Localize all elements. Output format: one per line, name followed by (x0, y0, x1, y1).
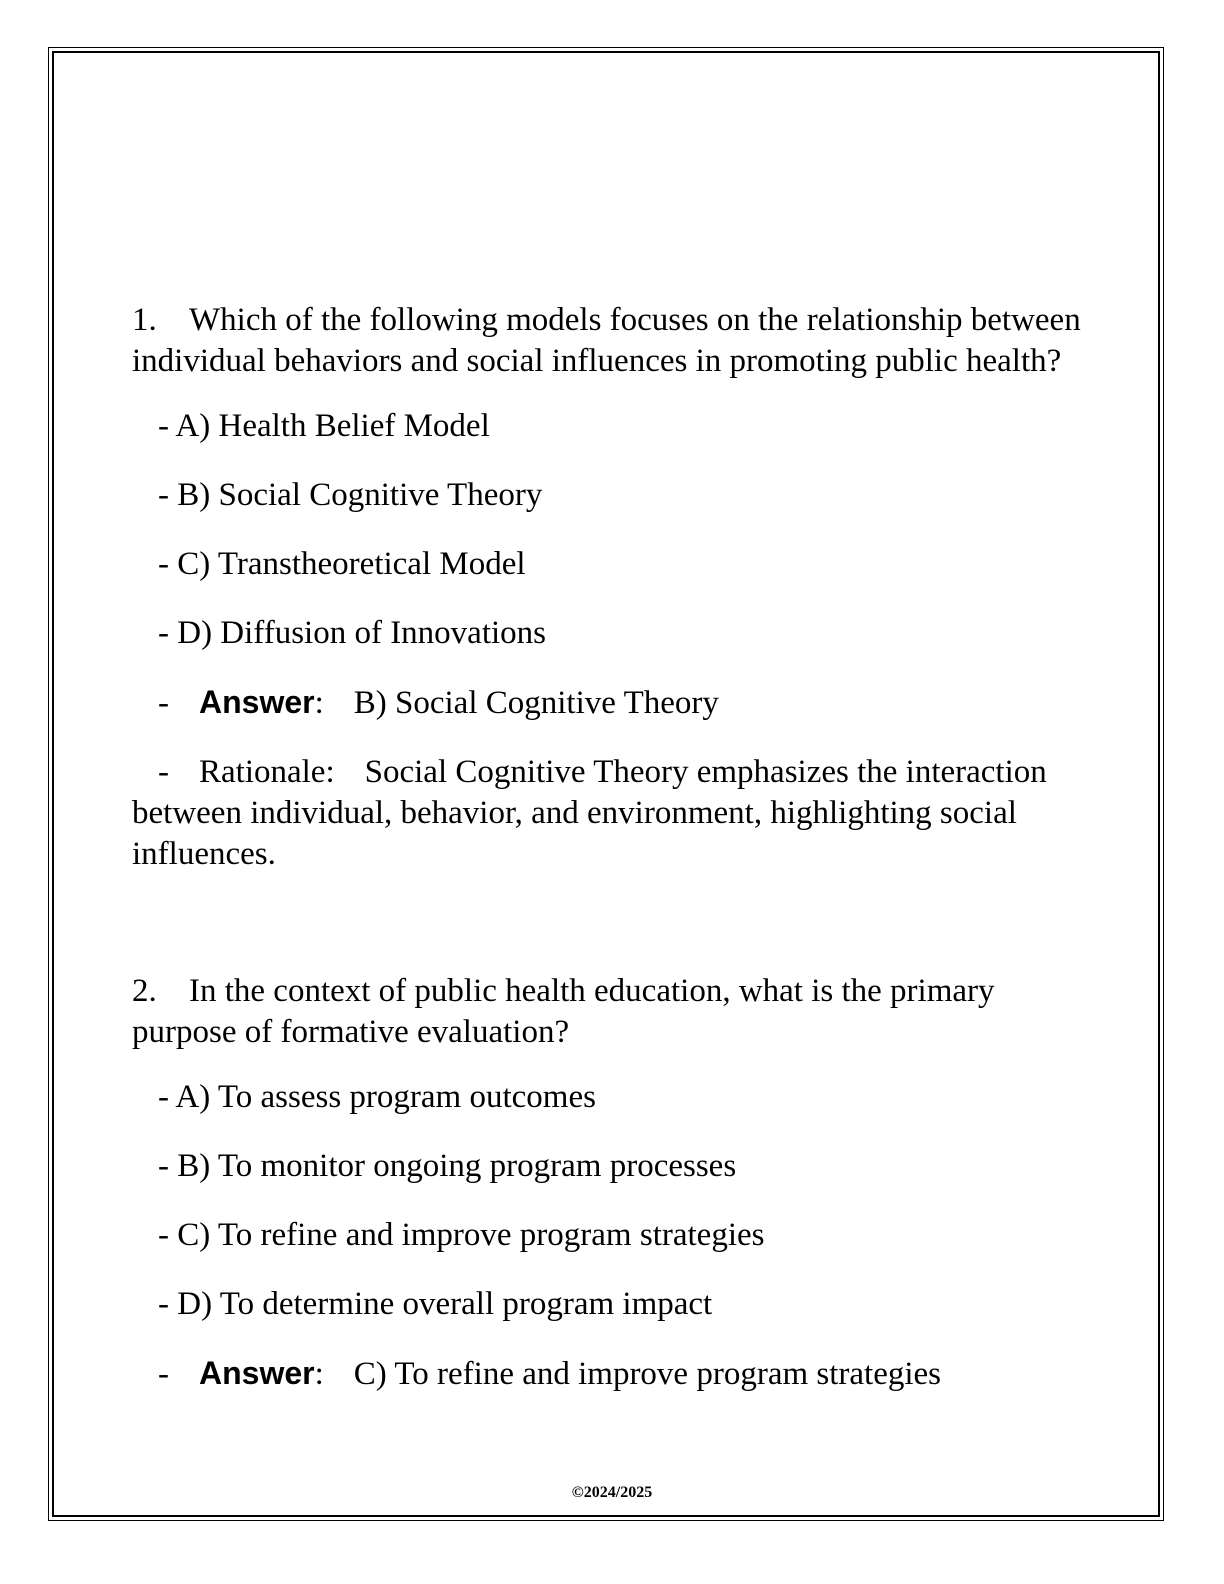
rationale-dash: - (158, 754, 169, 790)
question-text: In the context of public health education, what is the primary purpose of formative evaluation? (132, 973, 995, 1050)
option-d: - D) To determine overall program impact (158, 1286, 713, 1322)
answer-label: Answer (199, 1355, 315, 1391)
answer-line (132, 682, 1082, 724)
option-b: - B) Social Cognitive Theory (158, 477, 543, 513)
option-a: - A) To assess program outcomes (158, 1079, 596, 1115)
page-footer: ©2024/2025 (571, 1484, 653, 1501)
option-c: - C) Transtheoretical Model (158, 546, 526, 582)
option-c: - C) To refine and improve program strategies (158, 1217, 765, 1253)
answer-label: Answer (199, 684, 315, 720)
question-number: 2. (132, 973, 157, 1009)
question-2 (132, 971, 1082, 1395)
rationale-label: Rationale: (199, 754, 335, 790)
document-content (132, 300, 1082, 1395)
option-b: - B) To monitor ongoing program processes (158, 1148, 737, 1184)
question-number: 1. (132, 302, 157, 338)
question-text: Which of the following models focuses on the relationship between individual behaviors and social influences in promoting public health? (132, 302, 1081, 379)
answer-colon: : (314, 1356, 324, 1392)
answer-value: C) To refine and improve program strategies (353, 1356, 941, 1392)
rationale (132, 752, 1082, 875)
answer-dash: - (158, 1356, 169, 1392)
rationale-text: Social Cognitive Theory emphasizes the interaction between individual, behavior, and environment, highlighting social influences. (132, 754, 1047, 872)
question-stem (132, 300, 1082, 382)
option-a: - A) Health Belief Model (158, 408, 490, 444)
question-stem (132, 971, 1082, 1053)
answer-line (132, 1353, 1082, 1395)
question-1 (132, 300, 1082, 875)
answer-colon: : (314, 685, 324, 721)
option-d: - D) Diffusion of Innovations (158, 615, 547, 651)
answer-value: B) Social Cognitive Theory (353, 685, 719, 721)
answer-dash: - (158, 685, 169, 721)
